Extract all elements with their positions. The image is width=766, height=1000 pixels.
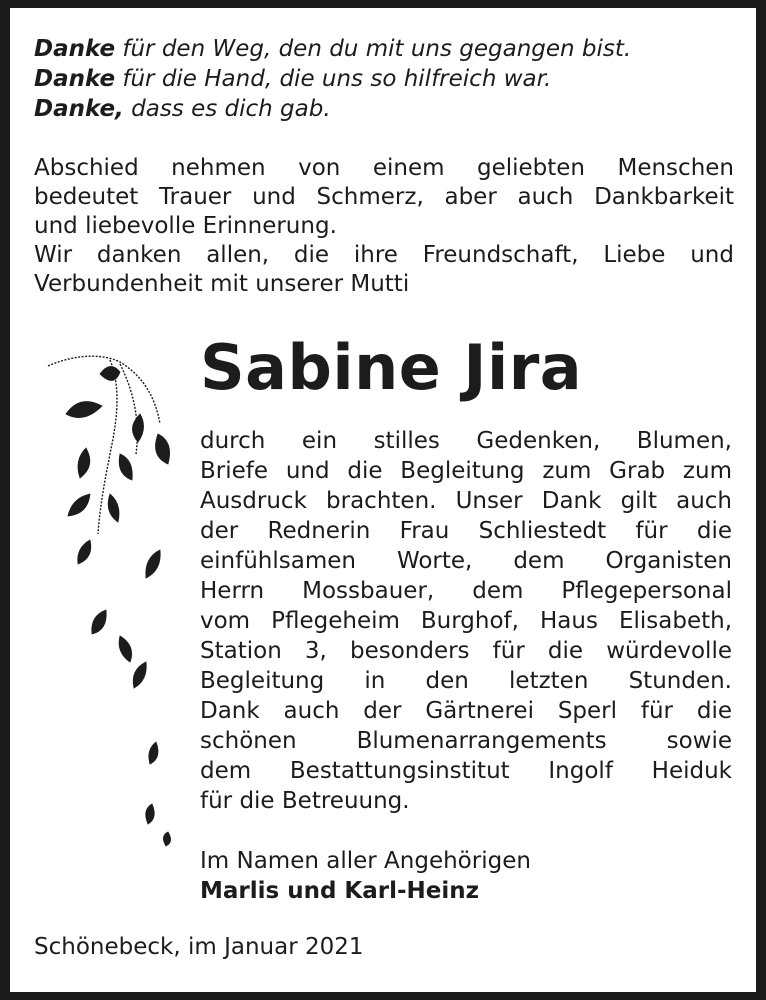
deceased-name: Sabine Jira <box>200 331 583 404</box>
leaf-icon <box>146 804 155 824</box>
body-line: Begleitung in den letzten Stunden. <box>200 668 732 694</box>
leaf-icon <box>156 434 170 464</box>
poem-line <box>34 34 734 64</box>
poem-text: dass es dich gab. <box>123 96 331 122</box>
body-line: dem Bestattungsinstitut Ingolf Heiduk <box>200 758 732 784</box>
poem-line <box>34 94 734 124</box>
intro-line: und liebevolle Erinnerung. <box>34 213 337 239</box>
leaf-icon <box>119 454 132 480</box>
poem-text: für den Weg, den du mit uns gegangen bist. <box>115 36 632 62</box>
body-line: der Rednerin Frau Schliestedt für die <box>200 518 732 544</box>
body-line: einfühlsamen Worte, dem Organisten <box>200 548 732 574</box>
leaf-icon <box>78 448 90 478</box>
intro-line: bedeutet Trauer und Schmerz, aber auch Dankbarkeit <box>34 184 734 210</box>
signature-line: Im Namen aller Angehörigen <box>200 848 531 874</box>
body-line: schönen Blumenarrangements sowie <box>200 728 732 754</box>
poem-text: für die Hand, die uns so hilfreich war. <box>115 66 552 92</box>
poem-bold-word: Danke, <box>34 96 124 122</box>
poem-line <box>34 64 734 94</box>
leaf-icon <box>78 540 91 564</box>
body-line: Herrn Mossbauer, dem Pflegepersonal <box>200 578 732 604</box>
leaf-icon <box>66 402 102 418</box>
leaf-icon <box>119 636 132 662</box>
body-line: für die Betreuung. <box>200 788 410 814</box>
thanks-poem <box>34 34 734 124</box>
obituary-notice <box>10 8 756 992</box>
leaf-icon <box>163 832 170 846</box>
intro-line: Wir danken allen, die ihre Freundschaft, Liebe und <box>34 242 734 268</box>
leaf-icon <box>133 662 146 688</box>
intro-paragraph <box>34 154 734 299</box>
birch-branch-icon <box>40 344 190 854</box>
thanks-body-text <box>200 426 732 816</box>
body-line: durch ein stilles Gedenken, Blumen, <box>200 428 732 454</box>
body-line: Station 3, besonders für die würdevolle <box>200 638 732 664</box>
body-line: Dank auch der Gärtnerei Sperl für die <box>200 698 732 724</box>
signature-block <box>200 846 531 906</box>
signature-names: Marlis und Karl-Heinz <box>200 878 480 904</box>
body-line: Briefe und die Begleitung zum Grab zum <box>200 458 732 484</box>
leaf-icon <box>132 414 143 442</box>
body-line: vom Pflegeheim Burghof, Haus Elisabeth, <box>200 608 732 634</box>
leaf-icon <box>68 494 90 516</box>
body-line: Ausdruck brachten. Unser Dank gilt auch <box>200 488 732 514</box>
intro-line: Abschied nehmen von einem geliebten Menschen <box>34 155 734 181</box>
leaf-icon <box>149 742 158 764</box>
leaf-icon <box>108 494 119 522</box>
leaf-icon <box>100 366 120 380</box>
poem-bold-word: Danke <box>34 36 116 62</box>
intro-line: Verbundenheit mit unserer Mutti <box>34 271 410 297</box>
leaf-icon <box>146 550 160 578</box>
place-date: Schönebeck, im Januar 2021 <box>34 934 364 960</box>
leaf-icon <box>92 610 106 634</box>
poem-bold-word: Danke <box>34 66 116 92</box>
